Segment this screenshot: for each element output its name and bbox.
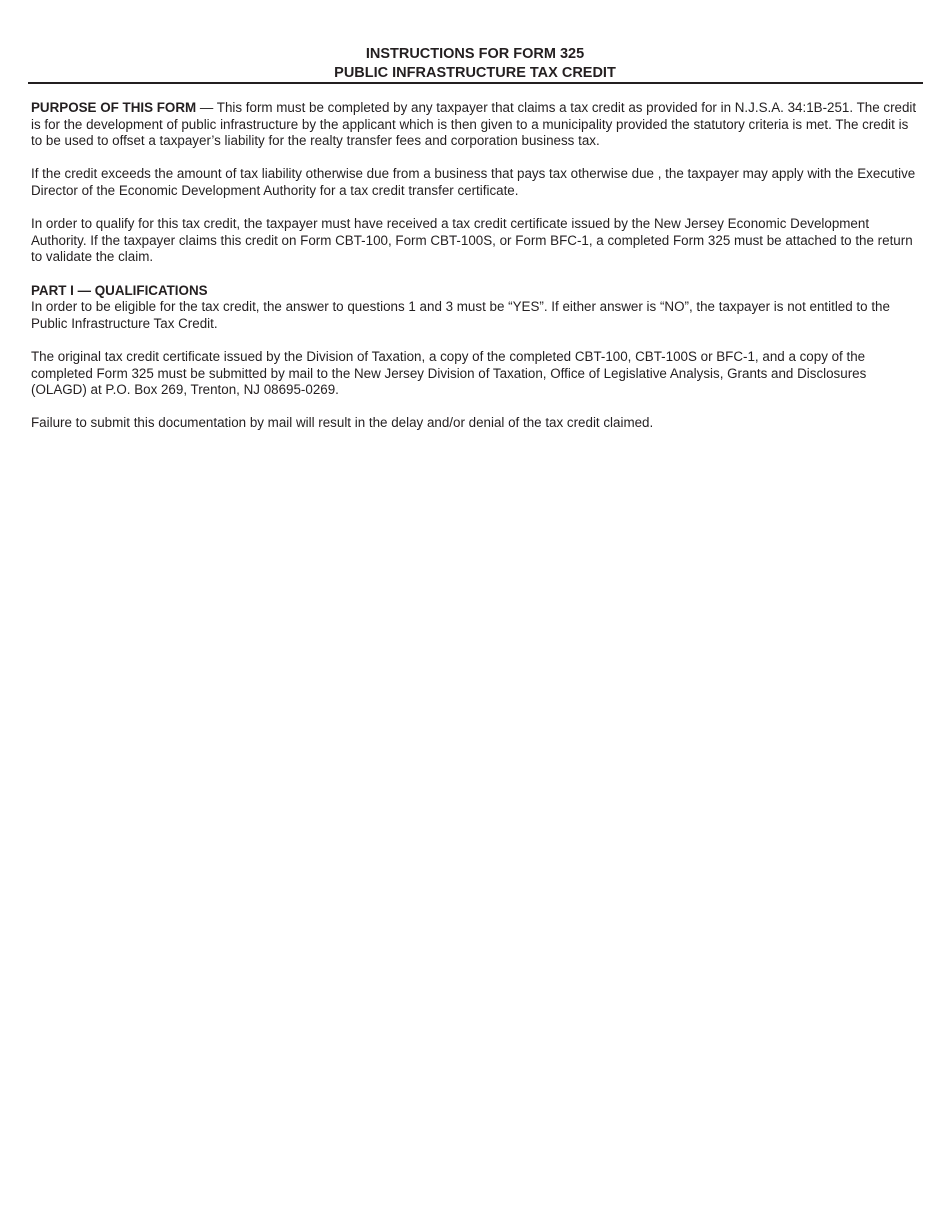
instructions-body: [31, 100, 923, 448]
submission-paragraph: The original tax credit certificate issued by the Division of Taxation, a copy of the completed CBT-100, CBT-100S or BFC-1, and a copy of the completed Form 325 must be submitted by mail to the New Jersey Division of Taxation, Office of Legislative Analysis, Grants and Disclosures (OLAGD) at P.O. Box 269, Trenton, NJ 08695-0269.: [31, 348, 867, 398]
purpose-paragraph: [31, 100, 923, 150]
document-header: [0, 45, 950, 82]
header-title-line2: PUBLIC INFRASTRUCTURE TAX CREDIT: [334, 64, 616, 81]
credit-exceeds-paragraph: If the credit exceeds the amount of tax liability otherwise due from a business that pays tax otherwise due , the taxpayer may apply with the Executive Director of the Economic Development Authority for a tax credit transfer certificate.: [31, 166, 916, 198]
failure-paragraph: Failure to submit this documentation by mail will result in the delay and/or denial of the tax credit claimed.: [31, 415, 654, 431]
purpose-text: — This form must be completed by any taxpayer that claims a tax credit as provided for in N.J.S.A. 34:1B-251. The credit is for the development of public infrastructure by the applicant which is then given to a municipality provided the statutory criteria is met. The credit is to be used to offset a taxpayer’s liability for the realty transfer fees and corporation business tax.: [31, 100, 917, 149]
eligibility-paragraph: In order to be eligible for the tax credit, the answer to questions 1 and 3 must be “YES”. If either answer is “NO”, the taxpayer is not entitled to the Public Infrastructure Tax Credit.: [31, 299, 890, 331]
header-divider: [28, 82, 923, 84]
purpose-label: PURPOSE OF THIS FORM: [31, 100, 197, 115]
header-title-line1: INSTRUCTIONS FOR FORM 325: [365, 46, 585, 62]
part1-heading: PART I — QUALIFICATIONS: [31, 282, 208, 298]
qualify-paragraph: In order to qualify for this tax credit, the taxpayer must have received a tax credit certificate issued by the New Jersey Economic Development Authority. If the taxpayer claims this credit on Form CBT-100, Form CBT-100S, or Form BFC-1, a completed Form 325 must be attached to the return to validate the claim.: [31, 216, 913, 265]
